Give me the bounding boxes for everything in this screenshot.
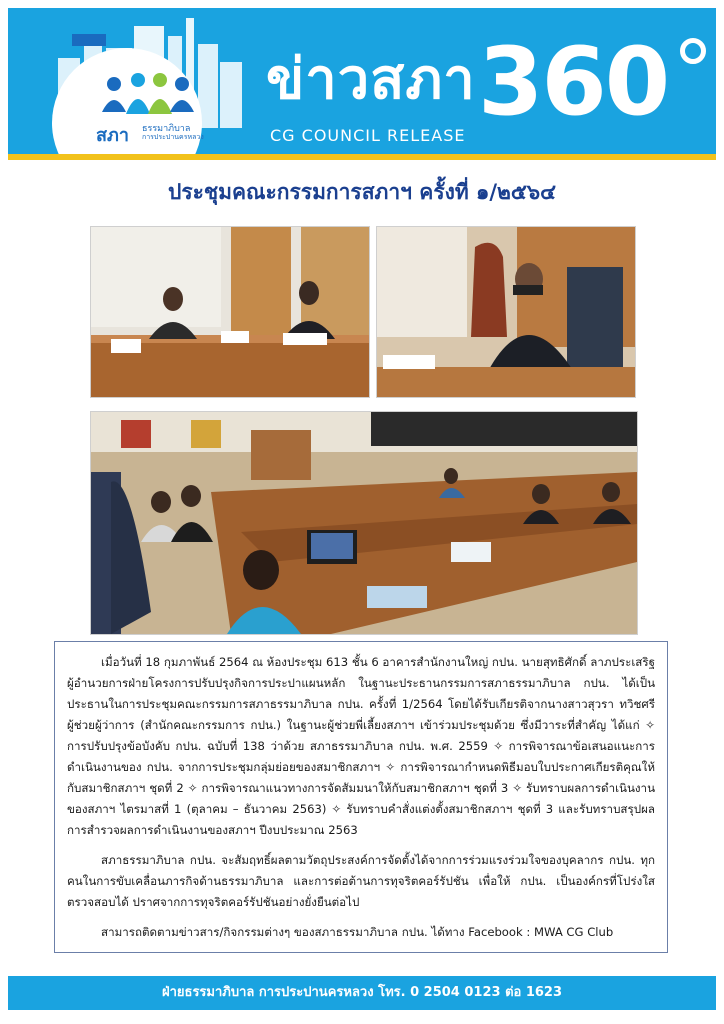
page-title: ประชุมคณะกรรมการสภาฯ ครั้งที่ ๑/๒๕๖๔: [168, 180, 556, 204]
footer-bar: [8, 976, 716, 1010]
degree-symbol-icon: [680, 38, 706, 64]
header-banner: [8, 8, 716, 154]
meeting-photo-1: [90, 226, 370, 398]
article-body: [54, 641, 668, 953]
paragraph-3: สามารถติดตามข่าวสาร/กิจกรรมต่างๆ ของสภาธรรมาภิบาล กปน. ได้ทาง Facebook : MWA CG Club: [101, 925, 614, 939]
footer-contact: ฝ่ายธรรมาภิบาล การประปานครหลวง โทร. 0 2504 0123 ต่อ 1623: [161, 985, 563, 1000]
meeting-photo-2: [376, 226, 636, 398]
logo-line2: การประปานครหลวง: [142, 133, 204, 141]
meeting-photo-3: [90, 411, 638, 635]
paragraph-2: สภาธรรมาภิบาล กปน. จะสัมฤทธิ์ผลตามวัตถุประสงค์การจัดตั้งได้จากการร่วมแรงร่วมใจของบุคลากร กปน. ทุกคนในการขับเคลื่อนภารกิจด้านธรรมาภิบาล และการต่อต้านการทุจริตคอร์รัปชัน เพื่อให้ กปน. เป็นองค์กรที่โปร่งใสตรวจสอบได้ ปราศจากการทุจริตคอร์รัปชันอย่างยั่งยืนต่อไป: [67, 853, 655, 909]
accent-bar: [8, 154, 716, 160]
newsletter-subtitle: CG COUNCIL RELEASE: [270, 126, 466, 145]
newsletter-title: ข่าวสภา: [266, 47, 476, 112]
logo-line1: ธรรมาภิบาล: [142, 124, 191, 134]
newsletter-number: 360: [478, 28, 669, 137]
people-logo-icon: [96, 72, 196, 118]
logo-name: สภา: [96, 125, 129, 146]
paragraph-1: เมื่อวันที่ 18 กุมภาพันธ์ 2564 ณ ห้องประชุม 613 ชั้น 6 อาคารสำนักงานใหญ่ กปน. นายสุทธิศักดิ์ ลาภประเสริฐ ผู้อำนวยการฝ่ายโครงการปรับปรุงกิจการประปาแผนหลัก ในฐานะประธานกรรมการสภาธรรมาภิบาล กปน. ได้เป็นประธานในการประชุมคณะกรรมการสภาธรรมาภิบาล กปน. ครั้งที่ 1/2564 โดยได้รับเกียรติจากนางสาวสุวรา ทวิชศรี ผู้ช่วยผู้ว่าการ (สำนักคณะกรรมการ กปน.) ในฐานะผู้ช่วยพี่เลี้ยงสภาฯ เข้าร่วมประชุมด้วย ซึ่งมีวาระที่สำคัญ ได้แก่ ✧ การปรับปรุงข้อบังคับ กปน. ฉบับที่ 138 ว่าด้วย สภาธรรมาภิบาล กปน. พ.ศ. 2559 ✧ การพิจารณาข้อเสนอแนะการดำเนินงานของ กปน. จากการประชุมกลุ่มย่อยของสมาชิกสภาฯ ✧ การพิจารณากำหนดพิธีมอบใบประกาศเกียรติคุณให้กับสมาชิกสภาฯ ชุดที่ 2 ✧ การพิจารณาแนวทางการจัดสัมมนาให้กับสมาชิกสภาฯ ชุดที่ 3 ✧ รับทราบผลการดำเนินงานของสภาฯ ไตรมาสที่ 1 (ตุลาคม – ธันวาคม 2563) ✧ รับทราบคำสั่งแต่งตั้งสมาชิกสภาฯ ชุดที่ 3 และรับทราบสรุปผลการสำรวจผลการดำเนินงานของสภาฯ ปีงบประมาณ 2563: [67, 655, 655, 837]
